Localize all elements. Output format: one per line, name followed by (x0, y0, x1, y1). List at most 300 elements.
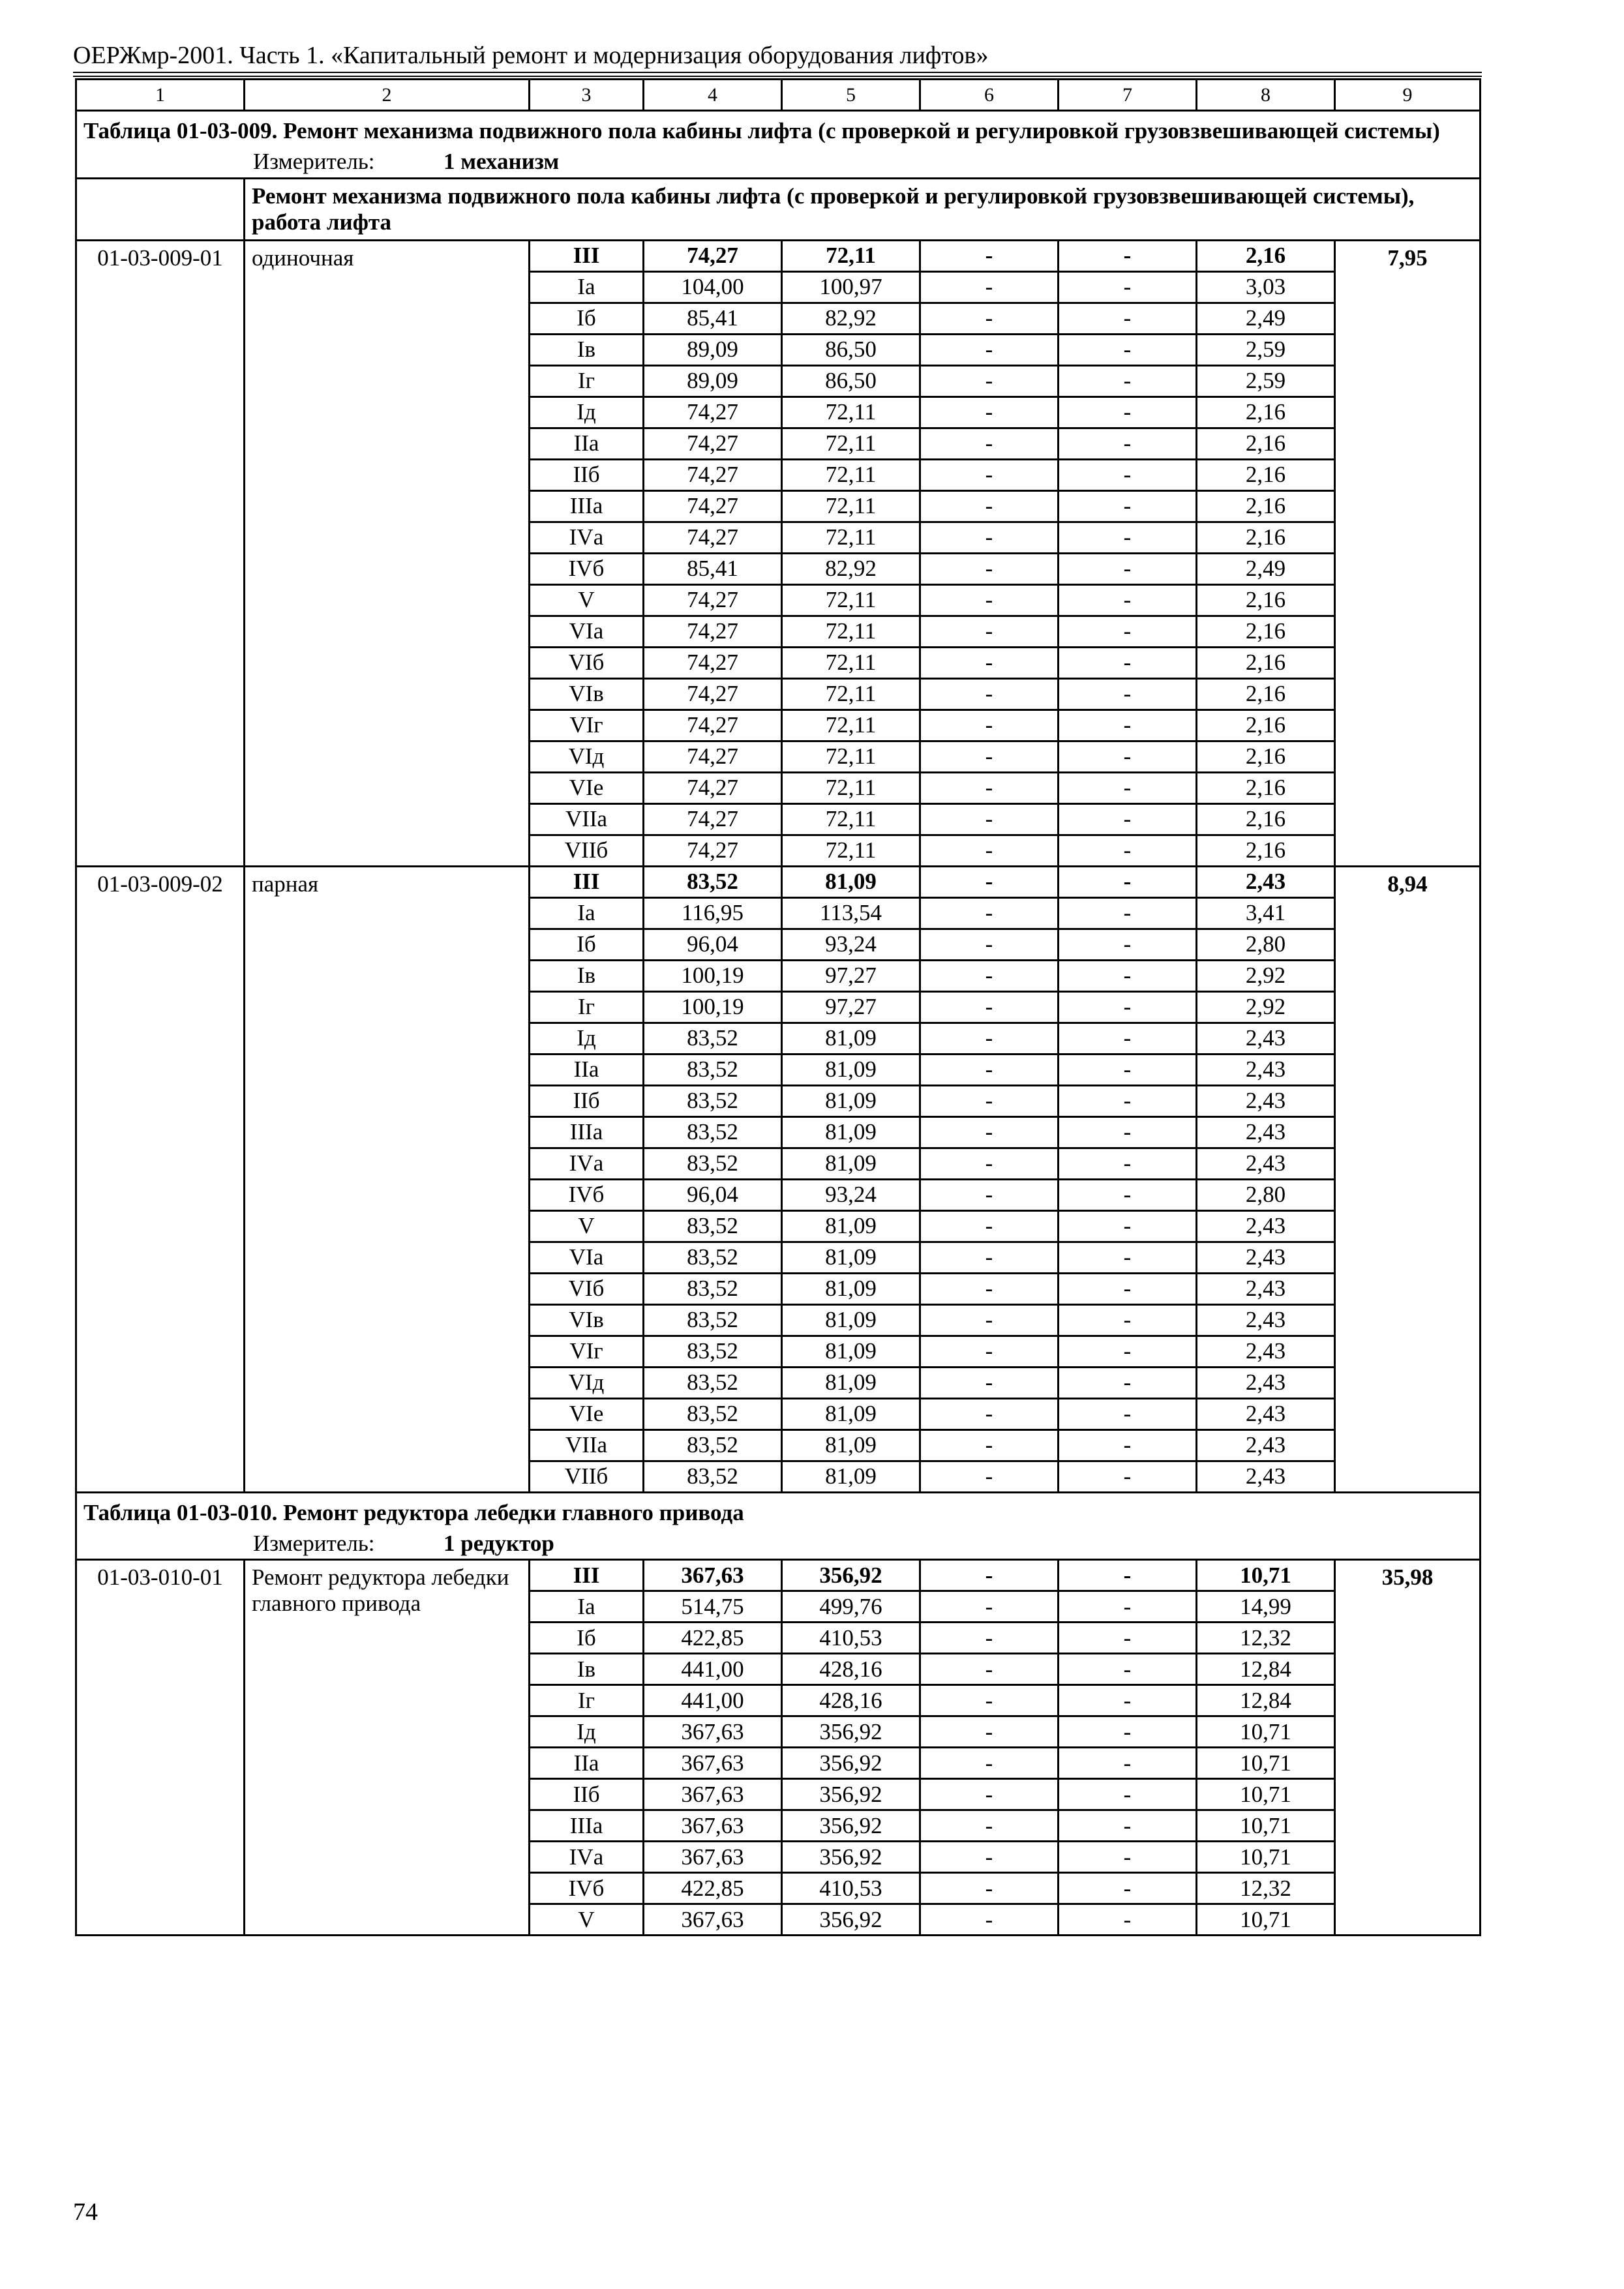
driver-wage-cell: - (1059, 459, 1197, 490)
wage-cell: 81,09 (782, 1023, 920, 1054)
materials-cell: 2,43 (1197, 1242, 1335, 1273)
wage-cell: 72,11 (782, 584, 920, 616)
total-cost-cell: 422,85 (644, 1623, 782, 1654)
driver-wage-cell: - (1059, 710, 1197, 741)
total-cost-cell: 100,19 (644, 991, 782, 1023)
wage-cell: 356,92 (782, 1904, 920, 1936)
machine-cost-cell: - (920, 1242, 1059, 1273)
machine-cost-cell: - (920, 1116, 1059, 1148)
materials-cell: 2,16 (1197, 647, 1335, 678)
zone-cell: VIа (530, 1242, 644, 1273)
machine-cost-cell: - (920, 271, 1059, 303)
column-number: 1 (76, 80, 245, 111)
zone-cell: IVа (530, 522, 644, 553)
wage-cell: 81,09 (782, 1210, 920, 1242)
wage-cell: 356,92 (782, 1810, 920, 1842)
machine-cost-cell: - (920, 616, 1059, 647)
materials-cell: 2,49 (1197, 303, 1335, 334)
machine-cost-cell: - (920, 428, 1059, 459)
zone-cell: Iд (530, 1023, 644, 1054)
materials-cell: 2,43 (1197, 1023, 1335, 1054)
wage-cell: 72,11 (782, 741, 920, 772)
wage-cell: 72,11 (782, 428, 920, 459)
zone-cell: Iд (530, 396, 644, 428)
measure-row (76, 1529, 1481, 1560)
total-cost-cell: 367,63 (644, 1810, 782, 1842)
measure-value: 1 редуктор (444, 1530, 554, 1556)
materials-cell: 2,59 (1197, 334, 1335, 365)
wage-cell: 428,16 (782, 1654, 920, 1685)
wage-cell: 81,09 (782, 1148, 920, 1179)
total-cost-cell: 367,63 (644, 1779, 782, 1810)
machine-cost-cell: - (920, 1273, 1059, 1304)
total-cost-cell: 441,00 (644, 1654, 782, 1685)
zone-cell: V (530, 1904, 644, 1936)
materials-cell: 2,16 (1197, 835, 1335, 866)
machine-cost-cell: - (920, 1054, 1059, 1085)
wage-cell: 356,92 (782, 1560, 920, 1591)
materials-cell: 10,71 (1197, 1779, 1335, 1810)
materials-cell: 10,71 (1197, 1810, 1335, 1842)
zone-cell: VIд (530, 741, 644, 772)
driver-wage-cell: - (1059, 1461, 1197, 1492)
wage-cell: 81,09 (782, 1336, 920, 1367)
machine-cost-cell: - (920, 459, 1059, 490)
wage-cell: 93,24 (782, 1179, 920, 1210)
zone-cell: VIд (530, 1367, 644, 1398)
wage-cell: 72,11 (782, 522, 920, 553)
zone-cell: VIв (530, 1304, 644, 1336)
materials-cell: 12,84 (1197, 1685, 1335, 1716)
machine-cost-cell: - (920, 960, 1059, 991)
materials-cell: 3,41 (1197, 897, 1335, 929)
wage-cell: 82,92 (782, 303, 920, 334)
materials-cell: 2,43 (1197, 1273, 1335, 1304)
column-number: 6 (920, 80, 1059, 111)
machine-cost-cell: - (920, 1873, 1059, 1904)
driver-wage-cell: - (1059, 584, 1197, 616)
zone-cell: IIа (530, 1054, 644, 1085)
header-rule-thin (73, 76, 1482, 77)
driver-wage-cell: - (1059, 240, 1197, 271)
item-description: одиночная (245, 240, 530, 866)
zone-cell: IIб (530, 1779, 644, 1810)
total-cost-cell: 74,27 (644, 772, 782, 803)
total-cost-cell: 367,63 (644, 1904, 782, 1936)
item-code: 01-03-009-02 (76, 866, 245, 1492)
zone-cell: VIе (530, 1398, 644, 1429)
total-cost-cell: 367,63 (644, 1560, 782, 1591)
wage-cell: 113,54 (782, 897, 920, 929)
total-cost-cell: 74,27 (644, 616, 782, 647)
wage-cell: 81,09 (782, 1367, 920, 1398)
table-title: Таблица 01-03-009. Ремонт механизма подвижного пола кабины лифта (с проверкой и регулировкой грузовзвешивающей системы) (76, 111, 1481, 147)
total-cost-cell: 83,52 (644, 1148, 782, 1179)
total-cost-cell: 74,27 (644, 428, 782, 459)
driver-wage-cell: - (1059, 1116, 1197, 1148)
zone-cell: IVб (530, 1873, 644, 1904)
table-row (76, 240, 1481, 271)
materials-cell: 3,03 (1197, 271, 1335, 303)
machine-cost-cell: - (920, 522, 1059, 553)
zone-cell: IIа (530, 428, 644, 459)
measure-label: Измеритель: (253, 149, 375, 175)
total-cost-cell: 85,41 (644, 553, 782, 584)
driver-wage-cell: - (1059, 553, 1197, 584)
machine-cost-cell: - (920, 1398, 1059, 1429)
driver-wage-cell: - (1059, 428, 1197, 459)
item-description: Ремонт редуктора лебедки главного привода (245, 1560, 530, 1936)
table-row (76, 866, 1481, 897)
zone-cell: IIIа (530, 1810, 644, 1842)
driver-wage-cell: - (1059, 1429, 1197, 1461)
total-cost-cell: 74,27 (644, 741, 782, 772)
materials-cell: 12,32 (1197, 1623, 1335, 1654)
machine-cost-cell: - (920, 553, 1059, 584)
machine-cost-cell: - (920, 1429, 1059, 1461)
zone-cell: Iб (530, 303, 644, 334)
driver-wage-cell: - (1059, 365, 1197, 396)
wage-cell: 72,11 (782, 710, 920, 741)
column-number: 3 (530, 80, 644, 111)
materials-cell: 10,71 (1197, 1560, 1335, 1591)
zone-cell: Iг (530, 365, 644, 396)
materials-cell: 2,16 (1197, 710, 1335, 741)
materials-cell: 12,84 (1197, 1654, 1335, 1685)
machine-cost-cell: - (920, 647, 1059, 678)
zone-cell: VIб (530, 647, 644, 678)
zone-cell: VIв (530, 678, 644, 710)
machine-cost-cell: - (920, 929, 1059, 960)
materials-cell: 2,43 (1197, 1461, 1335, 1492)
item-description: парная (245, 866, 530, 1492)
wage-cell: 72,11 (782, 803, 920, 835)
total-cost-cell: 83,52 (644, 1461, 782, 1492)
machine-cost-cell: - (920, 866, 1059, 897)
wage-cell: 97,27 (782, 960, 920, 991)
wage-cell: 428,16 (782, 1685, 920, 1716)
zone-cell: Iа (530, 1591, 644, 1623)
materials-cell: 2,16 (1197, 678, 1335, 710)
machine-cost-cell: - (920, 1904, 1059, 1936)
zone-cell: III (530, 1560, 644, 1591)
materials-cell: 2,92 (1197, 960, 1335, 991)
total-cost-cell: 367,63 (644, 1842, 782, 1873)
measure-row (76, 147, 1481, 178)
zone-cell: IIIа (530, 1116, 644, 1148)
total-cost-cell: 367,63 (644, 1748, 782, 1779)
wage-cell: 72,11 (782, 396, 920, 428)
machine-cost-cell: - (920, 303, 1059, 334)
materials-cell: 2,43 (1197, 1429, 1335, 1461)
page-header: ОЕРЖмр-2001. Часть 1. «Капитальный ремонт и модернизация оборудования лифтов» (73, 42, 989, 69)
machine-cost-cell: - (920, 1623, 1059, 1654)
total-cost-cell: 83,52 (644, 1429, 782, 1461)
materials-cell: 2,43 (1197, 1210, 1335, 1242)
driver-wage-cell: - (1059, 1623, 1197, 1654)
materials-cell: 2,16 (1197, 741, 1335, 772)
wage-cell: 72,11 (782, 835, 920, 866)
driver-wage-cell: - (1059, 835, 1197, 866)
machine-cost-cell: - (920, 1654, 1059, 1685)
empty-cell (76, 178, 245, 240)
wage-cell: 81,09 (782, 1429, 920, 1461)
materials-cell: 2,43 (1197, 1304, 1335, 1336)
materials-cell: 2,43 (1197, 866, 1335, 897)
zone-cell: VIIб (530, 1461, 644, 1492)
wage-cell: 72,11 (782, 647, 920, 678)
total-cost-cell: 74,27 (644, 459, 782, 490)
driver-wage-cell: - (1059, 1304, 1197, 1336)
driver-wage-cell: - (1059, 866, 1197, 897)
total-cost-cell: 441,00 (644, 1685, 782, 1716)
zone-cell: VIб (530, 1273, 644, 1304)
driver-wage-cell: - (1059, 1367, 1197, 1398)
machine-cost-cell: - (920, 835, 1059, 866)
total-cost-cell: 96,04 (644, 1179, 782, 1210)
machine-cost-cell: - (920, 1779, 1059, 1810)
driver-wage-cell: - (1059, 1560, 1197, 1591)
wage-cell: 410,53 (782, 1873, 920, 1904)
materials-cell: 2,16 (1197, 428, 1335, 459)
materials-cell: 2,43 (1197, 1367, 1335, 1398)
materials-cell: 2,80 (1197, 1179, 1335, 1210)
wage-cell: 86,50 (782, 334, 920, 365)
materials-cell: 2,16 (1197, 772, 1335, 803)
machine-cost-cell: - (920, 1148, 1059, 1179)
wage-cell: 81,09 (782, 1085, 920, 1116)
table-title-row (76, 1492, 1481, 1529)
zone-cell: Iв (530, 960, 644, 991)
total-cost-cell: 74,27 (644, 835, 782, 866)
zone-cell: IIIа (530, 490, 644, 522)
driver-wage-cell: - (1059, 1242, 1197, 1273)
total-cost-cell: 422,85 (644, 1873, 782, 1904)
machine-cost-cell: - (920, 803, 1059, 835)
zone-cell: Iг (530, 991, 644, 1023)
total-cost-cell: 89,09 (644, 334, 782, 365)
machine-cost-cell: - (920, 1560, 1059, 1591)
materials-cell: 2,43 (1197, 1116, 1335, 1148)
measure-cell (76, 147, 1481, 178)
materials-cell: 2,59 (1197, 365, 1335, 396)
measure-value: 1 механизм (444, 149, 560, 175)
machine-cost-cell: - (920, 897, 1059, 929)
machine-cost-cell: - (920, 365, 1059, 396)
total-cost-cell: 74,27 (644, 584, 782, 616)
wage-cell: 81,09 (782, 866, 920, 897)
column-number: 7 (1059, 80, 1197, 111)
zone-cell: III (530, 866, 644, 897)
wage-cell: 100,97 (782, 271, 920, 303)
item-code: 01-03-010-01 (76, 1560, 245, 1936)
machine-cost-cell: - (920, 772, 1059, 803)
item-code: 01-03-009-01 (76, 240, 245, 866)
total-cost-cell: 367,63 (644, 1716, 782, 1748)
machine-cost-cell: - (920, 1085, 1059, 1116)
machine-cost-cell: - (920, 1591, 1059, 1623)
materials-cell: 10,71 (1197, 1716, 1335, 1748)
materials-cell: 2,49 (1197, 553, 1335, 584)
driver-wage-cell: - (1059, 991, 1197, 1023)
driver-wage-cell: - (1059, 1179, 1197, 1210)
driver-wage-cell: - (1059, 960, 1197, 991)
total-cost-cell: 104,00 (644, 271, 782, 303)
total-cost-cell: 74,27 (644, 678, 782, 710)
driver-wage-cell: - (1059, 741, 1197, 772)
wage-cell: 81,09 (782, 1398, 920, 1429)
total-cost-cell: 83,52 (644, 1398, 782, 1429)
zone-cell: VIIа (530, 1429, 644, 1461)
zone-cell: IVа (530, 1842, 644, 1873)
machine-cost-cell: - (920, 1748, 1059, 1779)
wage-cell: 81,09 (782, 1054, 920, 1085)
labor-total-cell: 35,98 (1335, 1560, 1481, 1936)
total-cost-cell: 100,19 (644, 960, 782, 991)
machine-cost-cell: - (920, 490, 1059, 522)
materials-cell: 2,43 (1197, 1336, 1335, 1367)
wage-cell: 499,76 (782, 1591, 920, 1623)
machine-cost-cell: - (920, 678, 1059, 710)
total-cost-cell: 83,52 (644, 1273, 782, 1304)
zone-cell: V (530, 584, 644, 616)
machine-cost-cell: - (920, 1842, 1059, 1873)
total-cost-cell: 83,52 (644, 1210, 782, 1242)
zone-cell: IVб (530, 1179, 644, 1210)
table-subtitle: Ремонт механизма подвижного пола кабины лифта (с проверкой и регулировкой грузовзвешивающей системы), работа лифта (245, 178, 1481, 240)
total-cost-cell: 74,27 (644, 522, 782, 553)
subtitle-row (76, 178, 1481, 240)
driver-wage-cell: - (1059, 1685, 1197, 1716)
driver-wage-cell: - (1059, 271, 1197, 303)
zone-cell: VIIб (530, 835, 644, 866)
zone-cell: Iб (530, 929, 644, 960)
zone-cell: Iд (530, 1716, 644, 1748)
materials-cell: 12,32 (1197, 1873, 1335, 1904)
zone-cell: IVа (530, 1148, 644, 1179)
driver-wage-cell: - (1059, 1336, 1197, 1367)
zone-cell: Iб (530, 1623, 644, 1654)
total-cost-cell: 116,95 (644, 897, 782, 929)
column-number-row (76, 80, 1481, 111)
machine-cost-cell: - (920, 741, 1059, 772)
zone-cell: VIа (530, 616, 644, 647)
wage-cell: 81,09 (782, 1242, 920, 1273)
wage-cell: 81,09 (782, 1116, 920, 1148)
machine-cost-cell: - (920, 710, 1059, 741)
column-number: 2 (245, 80, 530, 111)
driver-wage-cell: - (1059, 647, 1197, 678)
driver-wage-cell: - (1059, 929, 1197, 960)
column-number: 8 (1197, 80, 1335, 111)
total-cost-cell: 514,75 (644, 1591, 782, 1623)
wage-cell: 356,92 (782, 1716, 920, 1748)
total-cost-cell: 74,27 (644, 647, 782, 678)
total-cost-cell: 74,27 (644, 710, 782, 741)
total-cost-cell: 96,04 (644, 929, 782, 960)
total-cost-cell: 83,52 (644, 1304, 782, 1336)
machine-cost-cell: - (920, 1810, 1059, 1842)
driver-wage-cell: - (1059, 1654, 1197, 1685)
driver-wage-cell: - (1059, 303, 1197, 334)
zone-cell: Iв (530, 334, 644, 365)
total-cost-cell: 83,52 (644, 1336, 782, 1367)
materials-cell: 10,71 (1197, 1842, 1335, 1873)
driver-wage-cell: - (1059, 490, 1197, 522)
driver-wage-cell: - (1059, 1842, 1197, 1873)
wage-cell: 410,53 (782, 1623, 920, 1654)
materials-cell: 2,16 (1197, 584, 1335, 616)
materials-cell: 2,16 (1197, 459, 1335, 490)
machine-cost-cell: - (920, 1461, 1059, 1492)
machine-cost-cell: - (920, 584, 1059, 616)
total-cost-cell: 74,27 (644, 240, 782, 271)
wage-cell: 72,11 (782, 490, 920, 522)
total-cost-cell: 83,52 (644, 1367, 782, 1398)
zone-cell: Iг (530, 1685, 644, 1716)
measure-cell (76, 1529, 1481, 1560)
driver-wage-cell: - (1059, 678, 1197, 710)
wage-cell: 72,11 (782, 678, 920, 710)
driver-wage-cell: - (1059, 1716, 1197, 1748)
driver-wage-cell: - (1059, 897, 1197, 929)
driver-wage-cell: - (1059, 1023, 1197, 1054)
wage-cell: 93,24 (782, 929, 920, 960)
materials-cell: 2,16 (1197, 522, 1335, 553)
total-cost-cell: 83,52 (644, 1242, 782, 1273)
total-cost-cell: 85,41 (644, 303, 782, 334)
materials-cell: 2,43 (1197, 1398, 1335, 1429)
driver-wage-cell: - (1059, 1085, 1197, 1116)
driver-wage-cell: - (1059, 1398, 1197, 1429)
machine-cost-cell: - (920, 396, 1059, 428)
wage-cell: 356,92 (782, 1748, 920, 1779)
total-cost-cell: 83,52 (644, 1085, 782, 1116)
zone-cell: Iа (530, 271, 644, 303)
driver-wage-cell: - (1059, 1054, 1197, 1085)
driver-wage-cell: - (1059, 1591, 1197, 1623)
materials-cell: 2,43 (1197, 1085, 1335, 1116)
total-cost-cell: 74,27 (644, 803, 782, 835)
driver-wage-cell: - (1059, 522, 1197, 553)
materials-cell: 2,16 (1197, 803, 1335, 835)
machine-cost-cell: - (920, 334, 1059, 365)
materials-cell: 2,16 (1197, 616, 1335, 647)
zone-cell: V (530, 1210, 644, 1242)
zone-cell: IIб (530, 459, 644, 490)
zone-cell: VIг (530, 1336, 644, 1367)
price-table (75, 78, 1481, 1936)
machine-cost-cell: - (920, 1685, 1059, 1716)
driver-wage-cell: - (1059, 1273, 1197, 1304)
materials-cell: 10,71 (1197, 1748, 1335, 1779)
wage-cell: 356,92 (782, 1842, 920, 1873)
materials-cell: 2,16 (1197, 396, 1335, 428)
page-number: 74 (73, 2198, 98, 2226)
materials-cell: 2,43 (1197, 1054, 1335, 1085)
column-number: 5 (782, 80, 920, 111)
zone-cell: VIе (530, 772, 644, 803)
zone-cell: VIIа (530, 803, 644, 835)
wage-cell: 97,27 (782, 991, 920, 1023)
measure-label: Измеритель: (253, 1530, 375, 1556)
driver-wage-cell: - (1059, 772, 1197, 803)
materials-cell: 2,43 (1197, 1148, 1335, 1179)
zone-cell: IIа (530, 1748, 644, 1779)
driver-wage-cell: - (1059, 1904, 1197, 1936)
column-number: 4 (644, 80, 782, 111)
machine-cost-cell: - (920, 1716, 1059, 1748)
